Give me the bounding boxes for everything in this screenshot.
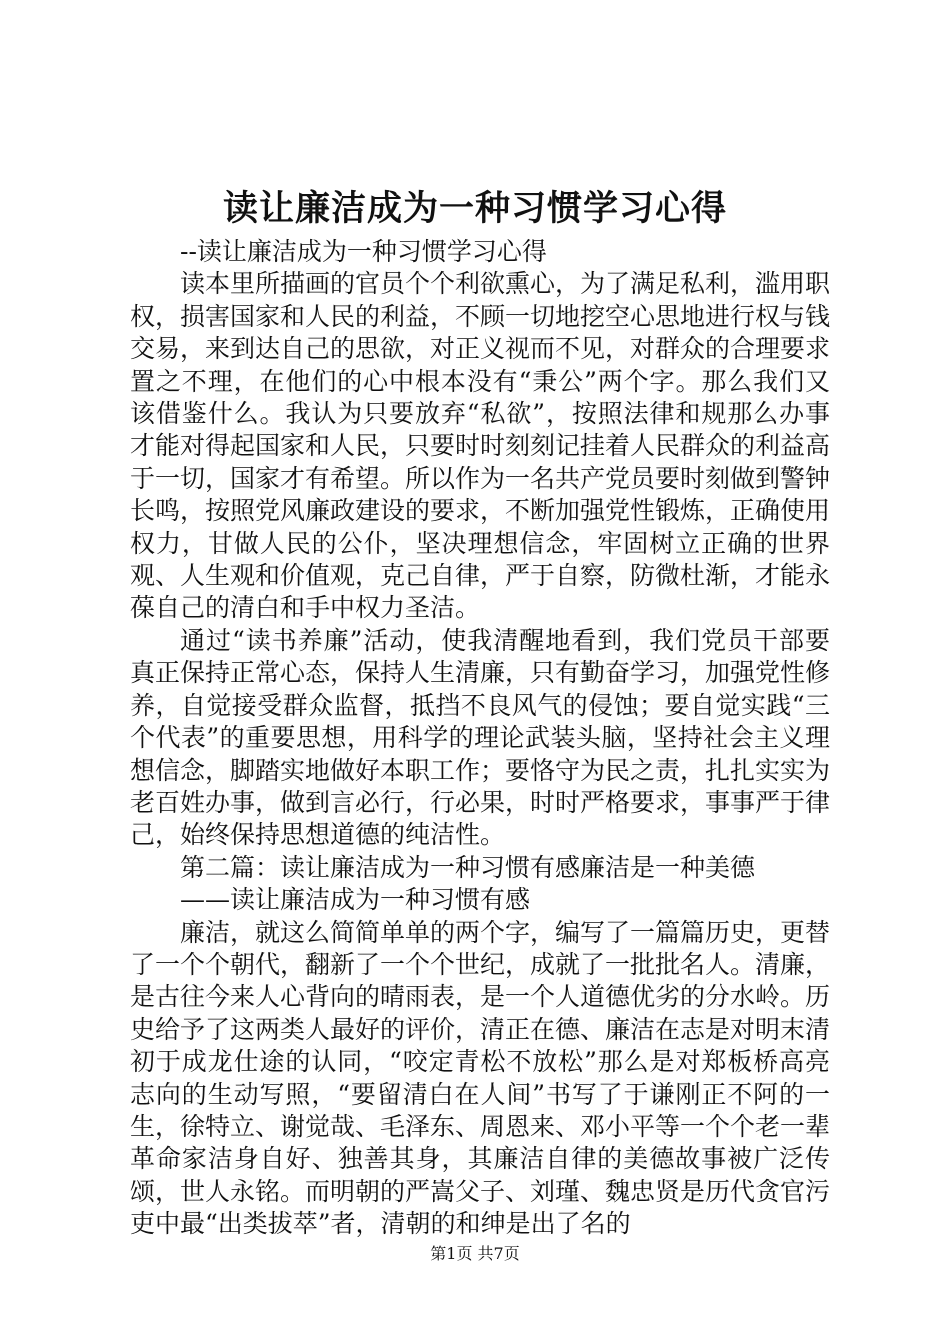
section-heading-2: 第二篇：读让廉洁成为一种习惯有感廉洁是一种美德 (180, 852, 756, 882)
document-body (130, 236, 830, 1241)
page-number-footer: 第1页 共7页 (430, 1244, 520, 1263)
document-title: 读让廉洁成为一种习惯学习心得 (222, 188, 727, 229)
paragraph-1: 读本里所描画的官员个个利欲熏心，为了满足私利，滥用职权，损害国家和人民的利益，不顾一切地挖空心思地进行权与钱交易，来到达自己的思欲，对正义视而不见，对群众的合理要求置之不理，在他们的心中根本没有“秉公”两个字。那么我们又该借鉴什么。我认为只要放弃“私欲”，按照法律和规那么办事才能对得起国家和人民，只要时时刻刻记挂着人民群众的利益高于一切，国家才有希望。所以作为一名共产党员要时刻做到警钟长鸣，按照党风廉政建设的要求，不断加强党性锻炼，正确使用权力，甘做人民的公仆，坚决理想信念，牢固树立正确的世界观、人生观和价值观，克己自律，严于自察，防微杜渐，才能永葆自己的清白和手中权力圣洁。 (130, 269, 831, 623)
paragraph-2: 通过“读书养廉”活动，使我清醒地看到，我们党员干部要真正保持正常心态，保持人生清廉，只有勤奋学习，加强党性修养，自觉接受群众监督，抵挡不良风气的侵蚀；要自觉实践“三个代表”的重要思想，用科学的理论武装头脑，坚持社会主义理想信念，脚踏实地做好本职工作；要恪守为民之责，扎扎实实为老百姓办事，做到言必行，行必果，时时严格要求，事事严于律己，始终保持思想道德的纯洁性。 (130, 625, 831, 850)
section-subtitle-2: ——读让廉洁成为一种习惯有感 (180, 885, 531, 915)
subtitle-line: --读让廉洁成为一种习惯学习心得 (180, 237, 547, 266)
paragraph-3: 廉洁，就这么简简单单的两个字，编写了一篇篇历史，更替了一个个朝代，翻新了一个个世纪，成就了一批批名人。清廉，是古往今来人心背向的晴雨表，是一个人道德优劣的分水岭。历史给予了这两类人最好的评价，清正在德、廉洁在志是对明末清初于成龙仕途的认同，“咬定青松不放松”那么是对郑板桥高亮志向的生动写照，“要留清白在人间”书写了于谦刚正不阿的一生，徐特立、谢觉哉、毛泽东、周恩来、邓小平等一个个老一辈革命家洁身自好、独善其身，其廉洁自律的美德故事被广泛传颂，世人永铭。而明朝的严嵩父子、刘瑾、魏忠贤是历代贪官污吏中最“出类拔萃”者，清朝的和绅是出了名的 (130, 917, 831, 1239)
